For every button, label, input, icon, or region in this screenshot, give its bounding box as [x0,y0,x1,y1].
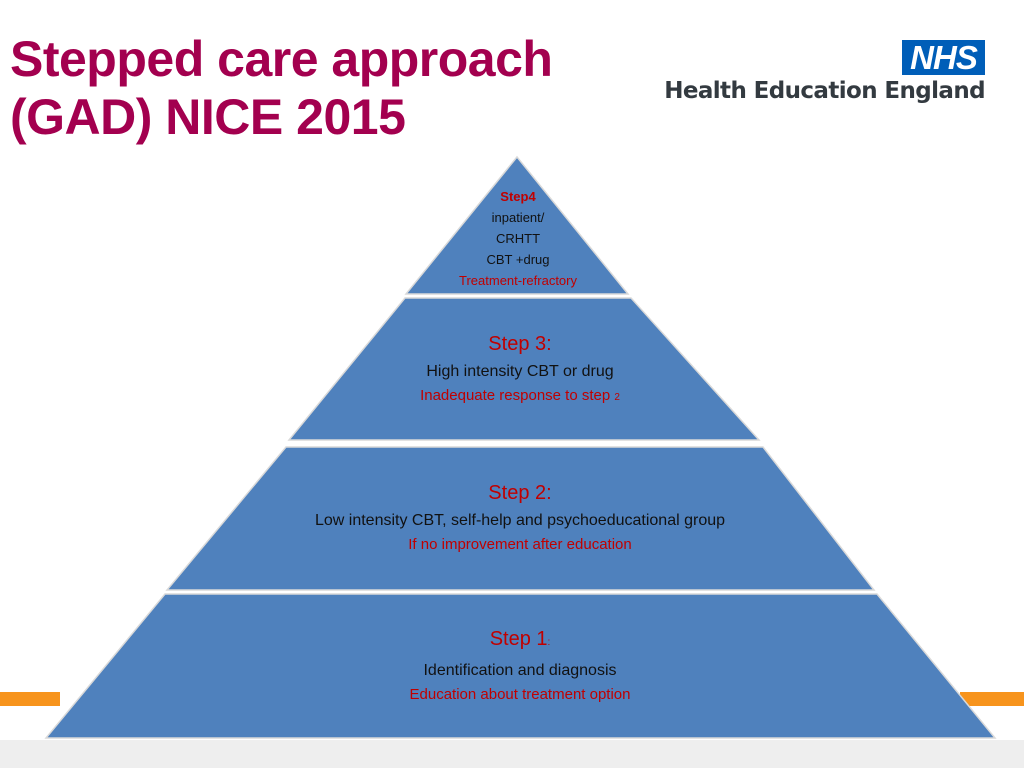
title-line-2: (GAD) NICE 2015 [10,89,406,145]
step4-line-2: CRHTT [495,231,541,246]
step1-description: Identification and diagnosis [423,662,617,679]
step3-text [300,330,740,410]
org-name: Health Education England [664,78,985,104]
step3-condition-text: Inadequate response to step [420,387,615,404]
step3-label: Step 3: [488,333,552,355]
step1-condition: Education about treatment option [409,686,631,703]
nhs-logo-text: NHS [910,38,977,76]
step1-label-text: Step 1 [489,628,548,650]
step4-line-1: inpatient/ [491,210,545,225]
step4-text [420,186,616,291]
step1-text [120,625,920,707]
step4-line-3: CBT +drug [486,252,550,267]
step2-condition: If no improvement after education [408,536,632,553]
step3-description: High intensity CBT or drug [426,363,614,380]
step4-label: Step4 [500,189,536,204]
step2-label: Step 2: [488,482,552,504]
step3-condition [300,384,740,410]
step1-label [120,625,920,657]
step2-text [200,479,840,557]
step2-description: Low intensity CBT, self-help and psychoeducational group [314,512,726,529]
step1-label-suffix: : [547,637,551,648]
step3-condition-suffix: 2 [614,392,620,403]
step4-condition: Treatment-refractory [459,273,577,288]
title-line-1: Stepped care approach [10,31,553,87]
